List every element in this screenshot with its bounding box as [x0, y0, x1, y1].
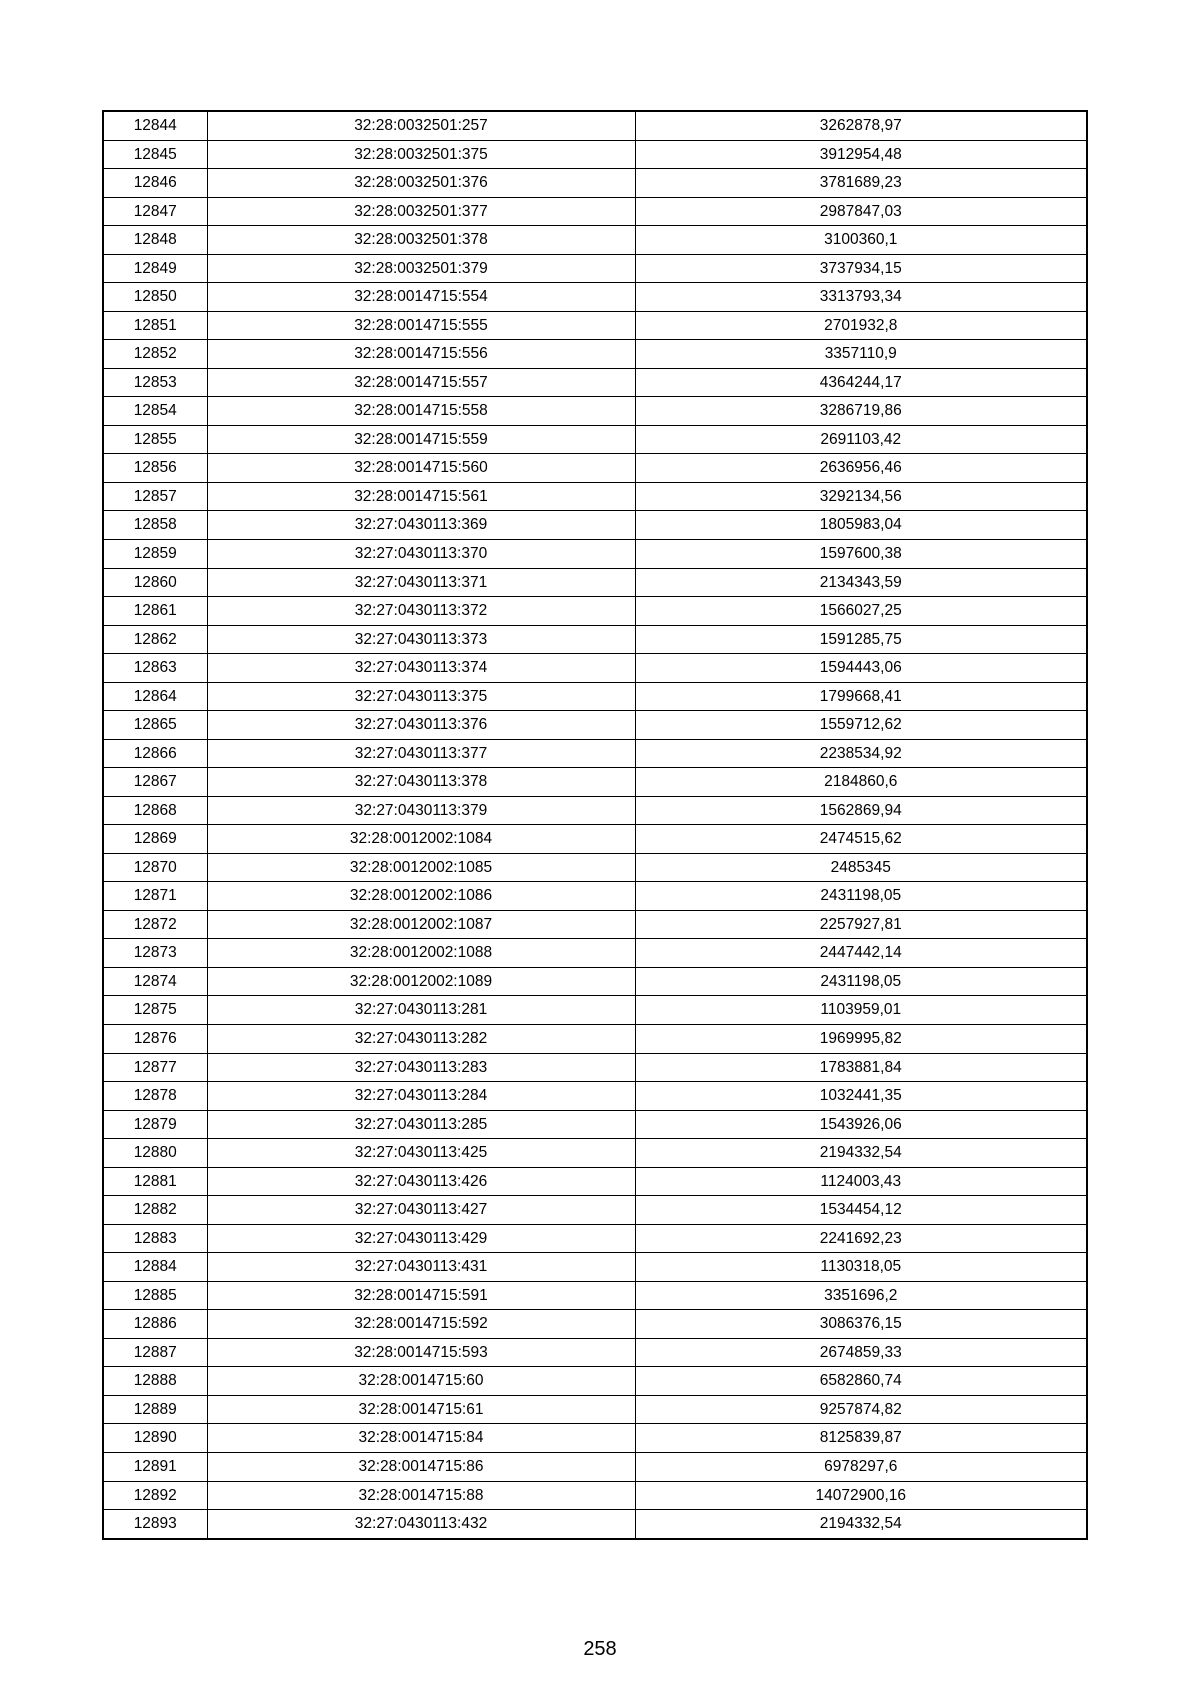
cadastral-value-cell: 2431198,05: [635, 967, 1087, 996]
cadastral-number-cell: 32:28:0032501:257: [207, 111, 635, 140]
row-number-cell: 12878: [103, 1082, 207, 1111]
row-number-cell: 12871: [103, 882, 207, 911]
row-number-cell: 12881: [103, 1167, 207, 1196]
row-number-cell: 12865: [103, 711, 207, 740]
cadastral-number-cell: 32:27:0430113:427: [207, 1196, 635, 1225]
row-number-cell: 12891: [103, 1452, 207, 1481]
table-row: [103, 1395, 1087, 1424]
row-number-cell: 12850: [103, 283, 207, 312]
cadastral-number-cell: 32:27:0430113:373: [207, 625, 635, 654]
cadastral-value-cell: 3292134,56: [635, 482, 1087, 511]
cadastral-value-cell: 2447442,14: [635, 939, 1087, 968]
row-number-cell: 12876: [103, 1025, 207, 1054]
cadastral-value-cell: 1805983,04: [635, 511, 1087, 540]
cadastral-number-cell: 32:28:0014715:555: [207, 311, 635, 340]
row-number-cell: 12887: [103, 1338, 207, 1367]
table-row: [103, 1424, 1087, 1453]
table-row: [103, 1310, 1087, 1339]
row-number-cell: 12861: [103, 597, 207, 626]
table-row: [103, 226, 1087, 255]
cadastral-number-cell: 32:27:0430113:432: [207, 1510, 635, 1539]
cadastral-value-cell: 2431198,05: [635, 882, 1087, 911]
cadastral-number-cell: 32:28:0032501:375: [207, 140, 635, 169]
cadastral-number-cell: 32:27:0430113:375: [207, 682, 635, 711]
row-number-cell: 12886: [103, 1310, 207, 1339]
cadastral-number-cell: 32:27:0430113:425: [207, 1139, 635, 1168]
table-row: [103, 482, 1087, 511]
cadastral-value-cell: 3262878,97: [635, 111, 1087, 140]
row-number-cell: 12874: [103, 967, 207, 996]
row-number-cell: 12863: [103, 654, 207, 683]
cadastral-value-cell: 3737934,15: [635, 254, 1087, 283]
cadastral-value-cell: 1594443,06: [635, 654, 1087, 683]
row-number-cell: 12866: [103, 739, 207, 768]
cadastral-value-cell: 1543926,06: [635, 1110, 1087, 1139]
row-number-cell: 12848: [103, 226, 207, 255]
cadastral-number-cell: 32:28:0012002:1088: [207, 939, 635, 968]
cadastral-number-cell: 32:27:0430113:285: [207, 1110, 635, 1139]
cadastral-value-cell: 8125839,87: [635, 1424, 1087, 1453]
cadastral-value-cell: 3357110,9: [635, 340, 1087, 369]
row-number-cell: 12890: [103, 1424, 207, 1453]
cadastral-value-cell: 1562869,94: [635, 796, 1087, 825]
row-number-cell: 12851: [103, 311, 207, 340]
table-row: [103, 654, 1087, 683]
cadastral-value-cell: 1591285,75: [635, 625, 1087, 654]
cadastral-number-cell: 32:27:0430113:283: [207, 1053, 635, 1082]
table-row: [103, 140, 1087, 169]
cadastral-number-cell: 32:28:0012002:1089: [207, 967, 635, 996]
cadastral-number-cell: 32:28:0012002:1086: [207, 882, 635, 911]
table-row: [103, 1167, 1087, 1196]
table-row: [103, 1196, 1087, 1225]
cadastral-value-table: [102, 110, 1088, 1540]
cadastral-value-cell: 3912954,48: [635, 140, 1087, 169]
table-row: [103, 853, 1087, 882]
cadastral-value-cell: 2674859,33: [635, 1338, 1087, 1367]
row-number-cell: 12889: [103, 1395, 207, 1424]
cadastral-value-cell: 1969995,82: [635, 1025, 1087, 1054]
cadastral-number-cell: 32:28:0014715:559: [207, 425, 635, 454]
cadastral-number-cell: 32:28:0014715:593: [207, 1338, 635, 1367]
cadastral-number-cell: 32:27:0430113:372: [207, 597, 635, 626]
table-row: [103, 1139, 1087, 1168]
table-row: [103, 111, 1087, 140]
cadastral-value-cell: 2134343,59: [635, 568, 1087, 597]
cadastral-value-cell: 2701932,8: [635, 311, 1087, 340]
table-row: [103, 1253, 1087, 1282]
cadastral-value-cell: 9257874,82: [635, 1395, 1087, 1424]
row-number-cell: 12855: [103, 425, 207, 454]
cadastral-number-cell: 32:27:0430113:376: [207, 711, 635, 740]
row-number-cell: 12854: [103, 397, 207, 426]
cadastral-number-cell: 32:28:0014715:556: [207, 340, 635, 369]
row-number-cell: 12852: [103, 340, 207, 369]
cadastral-number-cell: 32:27:0430113:369: [207, 511, 635, 540]
cadastral-number-cell: 32:28:0012002:1085: [207, 853, 635, 882]
table-row: [103, 939, 1087, 968]
table-row: [103, 254, 1087, 283]
page-number: 258: [583, 1638, 617, 1660]
table-row: [103, 796, 1087, 825]
cadastral-number-cell: 32:27:0430113:370: [207, 539, 635, 568]
cadastral-value-cell: 2194332,54: [635, 1510, 1087, 1539]
row-number-cell: 12869: [103, 825, 207, 854]
cadastral-value-cell: 1783881,84: [635, 1053, 1087, 1082]
table-row: [103, 1025, 1087, 1054]
table-row: [103, 1053, 1087, 1082]
row-number-cell: 12847: [103, 197, 207, 226]
table-row: [103, 1481, 1087, 1510]
row-number-cell: 12872: [103, 910, 207, 939]
table-row: [103, 739, 1087, 768]
cadastral-value-cell: 2485345: [635, 853, 1087, 882]
row-number-cell: 12858: [103, 511, 207, 540]
cadastral-number-cell: 32:28:0014715:558: [207, 397, 635, 426]
cadastral-value-cell: 3086376,15: [635, 1310, 1087, 1339]
row-number-cell: 12870: [103, 853, 207, 882]
cadastral-value-cell: 2691103,42: [635, 425, 1087, 454]
cadastral-number-cell: 32:27:0430113:374: [207, 654, 635, 683]
cadastral-value-cell: 3100360,1: [635, 226, 1087, 255]
cadastral-value-cell: 4364244,17: [635, 368, 1087, 397]
cadastral-value-cell: 1597600,38: [635, 539, 1087, 568]
table-row: [103, 825, 1087, 854]
cadastral-number-cell: 32:27:0430113:378: [207, 768, 635, 797]
table-row: [103, 539, 1087, 568]
cadastral-value-cell: 1559712,62: [635, 711, 1087, 740]
cadastral-value-cell: 2184860,6: [635, 768, 1087, 797]
cadastral-number-cell: 32:28:0014715:86: [207, 1452, 635, 1481]
cadastral-value-cell: 2987847,03: [635, 197, 1087, 226]
cadastral-number-cell: 32:27:0430113:371: [207, 568, 635, 597]
cadastral-value-cell: 3351696,2: [635, 1281, 1087, 1310]
row-number-cell: 12868: [103, 796, 207, 825]
cadastral-number-cell: 32:28:0014715:61: [207, 1395, 635, 1424]
row-number-cell: 12867: [103, 768, 207, 797]
cadastral-number-cell: 32:28:0014715:560: [207, 454, 635, 483]
row-number-cell: 12875: [103, 996, 207, 1025]
cadastral-number-cell: 32:28:0014715:592: [207, 1310, 635, 1339]
cadastral-value-cell: 1103959,01: [635, 996, 1087, 1025]
table-row: [103, 967, 1087, 996]
row-number-cell: 12849: [103, 254, 207, 283]
cadastral-number-cell: 32:27:0430113:379: [207, 796, 635, 825]
row-number-cell: 12856: [103, 454, 207, 483]
table-row: [103, 1224, 1087, 1253]
cadastral-value-cell: 6978297,6: [635, 1452, 1087, 1481]
table-row: [103, 1367, 1087, 1396]
row-number-cell: 12845: [103, 140, 207, 169]
table-row: [103, 1510, 1087, 1539]
cadastral-number-cell: 32:27:0430113:281: [207, 996, 635, 1025]
row-number-cell: 12880: [103, 1139, 207, 1168]
row-number-cell: 12864: [103, 682, 207, 711]
table-body: [103, 111, 1087, 1539]
row-number-cell: 12892: [103, 1481, 207, 1510]
cadastral-number-cell: 32:28:0014715:88: [207, 1481, 635, 1510]
table-row: [103, 311, 1087, 340]
cadastral-number-cell: 32:28:0032501:376: [207, 169, 635, 198]
cadastral-number-cell: 32:27:0430113:429: [207, 1224, 635, 1253]
cadastral-value-cell: 14072900,16: [635, 1481, 1087, 1510]
cadastral-value-cell: 2474515,62: [635, 825, 1087, 854]
table-row: [103, 454, 1087, 483]
row-number-cell: 12884: [103, 1253, 207, 1282]
cadastral-number-cell: 32:28:0014715:554: [207, 283, 635, 312]
table-row: [103, 1110, 1087, 1139]
cadastral-value-cell: 1566027,25: [635, 597, 1087, 626]
cadastral-number-cell: 32:28:0014715:591: [207, 1281, 635, 1310]
cadastral-value-cell: 1130318,05: [635, 1253, 1087, 1282]
table-row: [103, 197, 1087, 226]
table-row: [103, 169, 1087, 198]
cadastral-value-cell: 1534454,12: [635, 1196, 1087, 1225]
cadastral-number-cell: 32:28:0012002:1084: [207, 825, 635, 854]
table-row: [103, 283, 1087, 312]
table-row: [103, 711, 1087, 740]
row-number-cell: 12853: [103, 368, 207, 397]
table-row: [103, 568, 1087, 597]
row-number-cell: 12846: [103, 169, 207, 198]
table-row: [103, 425, 1087, 454]
cadastral-number-cell: 32:27:0430113:284: [207, 1082, 635, 1111]
cadastral-value-cell: 3286719,86: [635, 397, 1087, 426]
cadastral-value-cell: 2257927,81: [635, 910, 1087, 939]
cadastral-value-cell: 2194332,54: [635, 1139, 1087, 1168]
row-number-cell: 12885: [103, 1281, 207, 1310]
table-row: [103, 397, 1087, 426]
table-row: [103, 368, 1087, 397]
table-row: [103, 625, 1087, 654]
cadastral-value-cell: 2241692,23: [635, 1224, 1087, 1253]
row-number-cell: 12879: [103, 1110, 207, 1139]
table-row: [103, 768, 1087, 797]
cadastral-number-cell: 32:28:0014715:60: [207, 1367, 635, 1396]
cadastral-number-cell: 32:28:0032501:379: [207, 254, 635, 283]
cadastral-value-cell: 1032441,35: [635, 1082, 1087, 1111]
table-row: [103, 682, 1087, 711]
cadastral-number-cell: 32:28:0032501:378: [207, 226, 635, 255]
cadastral-value-cell: 1124003,43: [635, 1167, 1087, 1196]
cadastral-number-cell: 32:28:0014715:557: [207, 368, 635, 397]
row-number-cell: 12877: [103, 1053, 207, 1082]
table-row: [103, 597, 1087, 626]
row-number-cell: 12888: [103, 1367, 207, 1396]
table-row: [103, 1281, 1087, 1310]
cadastral-value-cell: 2238534,92: [635, 739, 1087, 768]
cadastral-number-cell: 32:27:0430113:282: [207, 1025, 635, 1054]
table-row: [103, 1338, 1087, 1367]
table-row: [103, 910, 1087, 939]
table-row: [103, 1082, 1087, 1111]
row-number-cell: 12860: [103, 568, 207, 597]
table-row: [103, 511, 1087, 540]
row-number-cell: 12844: [103, 111, 207, 140]
cadastral-number-cell: 32:27:0430113:431: [207, 1253, 635, 1282]
cadastral-value-cell: 3313793,34: [635, 283, 1087, 312]
cadastral-number-cell: 32:28:0014715:561: [207, 482, 635, 511]
table-row: [103, 996, 1087, 1025]
row-number-cell: 12862: [103, 625, 207, 654]
row-number-cell: 12882: [103, 1196, 207, 1225]
cadastral-number-cell: 32:27:0430113:426: [207, 1167, 635, 1196]
row-number-cell: 12873: [103, 939, 207, 968]
table-row: [103, 340, 1087, 369]
row-number-cell: 12893: [103, 1510, 207, 1539]
table-row: [103, 882, 1087, 911]
cadastral-value-cell: 1799668,41: [635, 682, 1087, 711]
cadastral-value-cell: 3781689,23: [635, 169, 1087, 198]
row-number-cell: 12857: [103, 482, 207, 511]
cadastral-number-cell: 32:28:0014715:84: [207, 1424, 635, 1453]
row-number-cell: 12883: [103, 1224, 207, 1253]
cadastral-number-cell: 32:27:0430113:377: [207, 739, 635, 768]
cadastral-value-cell: 6582860,74: [635, 1367, 1087, 1396]
table-row: [103, 1452, 1087, 1481]
row-number-cell: 12859: [103, 539, 207, 568]
cadastral-number-cell: 32:28:0032501:377: [207, 197, 635, 226]
cadastral-value-cell: 2636956,46: [635, 454, 1087, 483]
cadastral-number-cell: 32:28:0012002:1087: [207, 910, 635, 939]
